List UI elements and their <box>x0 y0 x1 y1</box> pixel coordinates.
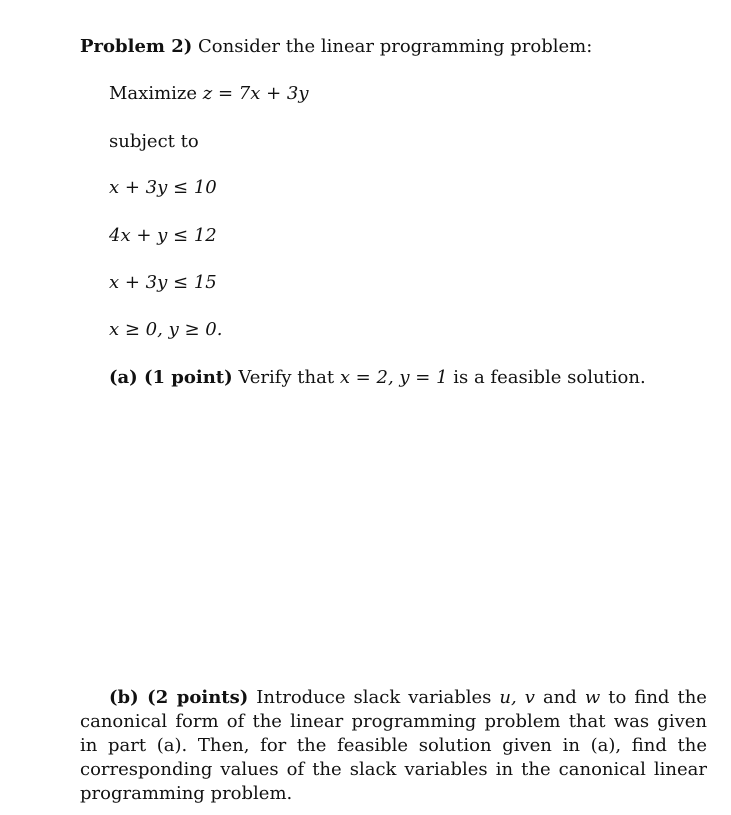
part-b-question <box>80 686 707 806</box>
objective-expression: z = 7x + 3y <box>202 83 309 104</box>
part-b-text-2: and <box>542 687 577 708</box>
part-b-text-1: Introduce slack variables <box>256 687 492 708</box>
part-b-vars-1: u, v <box>499 687 535 708</box>
part-a-math: x = 2, y = 1 <box>339 367 448 388</box>
part-b-label: (b) (2 points) <box>109 687 249 708</box>
constraint-2: 4x + y ≤ 12 <box>109 225 217 246</box>
part-b-var-3: w <box>584 687 601 708</box>
part-a-label: (a) (1 point) <box>109 367 233 388</box>
constraint-1: x + 3y ≤ 10 <box>109 177 217 198</box>
problem-intro: Consider the linear programming problem: <box>198 36 593 57</box>
problem-heading <box>80 35 592 59</box>
part-b-text-3: to find the canonical form of the linear programming problem that was given in part (a). Then, for the feasible solution given in (a), find the corresponding values of the slack variables in the canonical linear programming problem. <box>80 687 707 804</box>
objective-word: Maximize <box>109 83 198 104</box>
problem-label: Problem 2) <box>80 36 193 57</box>
nonnegativity-constraint: x ≥ 0, y ≥ 0. <box>109 319 223 340</box>
part-a-text-before: Verify that <box>238 367 335 388</box>
part-a-question <box>109 366 646 390</box>
objective-line <box>109 82 309 106</box>
subject-to-label: subject to <box>109 131 199 152</box>
part-a-text-after: is a feasible solution. <box>453 367 646 388</box>
constraint-3: x + 3y ≤ 15 <box>109 272 217 293</box>
